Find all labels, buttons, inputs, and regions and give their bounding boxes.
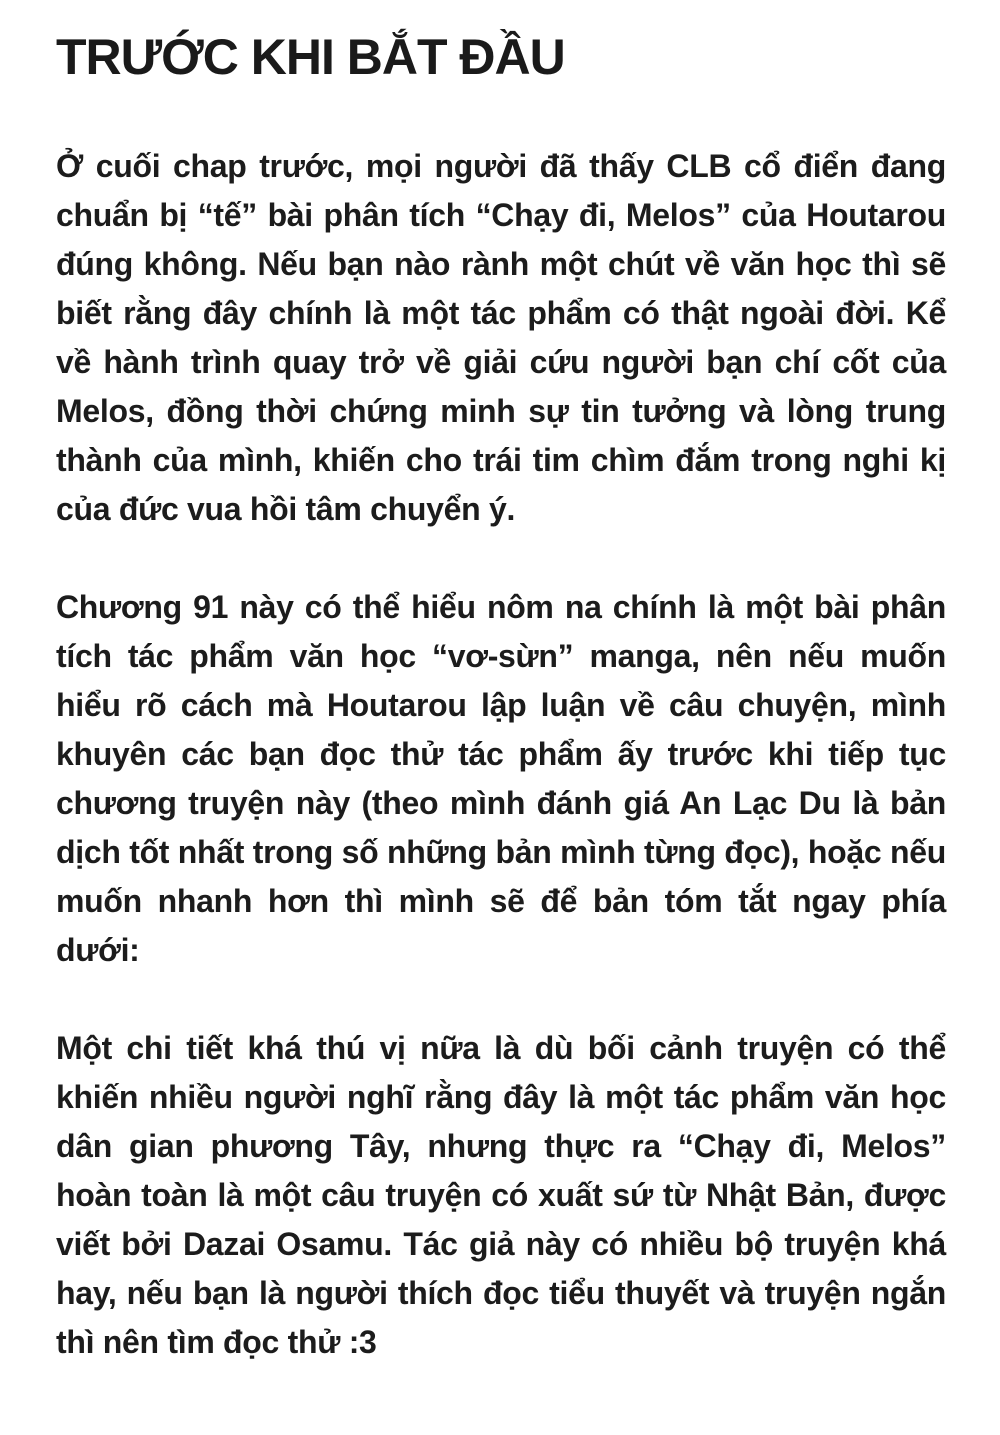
paragraph-trivia: Một chi tiết khá thú vị nữa là dù bối cảnh truyện có thể khiến nhiều người nghĩ rằng đây là một tác phẩm văn học dân gian phương Tây, nhưng thực ra “Chạy đi, Melos” hoàn toàn là một câu truyện có xuất sứ từ Nhật Bản, được viết bởi Dazai Osamu. Tác giả này có nhiều bộ truyện khá hay, nếu bạn là người thích đọc tiểu thuyết và truyện ngắn thì nên tìm đọc thử :3 xyxy=(56,1030,946,1360)
page-title: TRƯỚC KHI BẮT ĐẦU xyxy=(56,29,565,85)
body-text xyxy=(56,142,946,1367)
paragraph-intro: Ở cuối chap trước, mọi người đã thấy CLB cổ điển đang chuẩn bị “tế” bài phân tích “Chạy đi, Melos” của Houtarou đúng không. Nếu bạn nào rành một chút về văn học thì sẽ biết rằng đây chính là một tác phẩm có thật ngoài đời. Kể về hành trình quay trở về giải cứu người bạn chí cốt của Melos, đồng thời chứng minh sự tin tưởng và lòng trung thành của mình, khiến cho trái tim chìm đắm trong nghi kị của đức vua hồi tâm chuyển ý. xyxy=(56,148,946,527)
paragraph-chapter-note: Chương 91 này có thể hiểu nôm na chính là một bài phân tích tác phẩm văn học “vơ-sừn” manga, nên nếu muốn hiểu rõ cách mà Houtarou lập luận về câu chuyện, mình khuyên các bạn đọc thử tác phẩm ấy trước khi tiếp tục chương truyện này (theo mình đánh giá An Lạc Du là bản dịch tốt nhất trong số những bản mình từng đọc), hoặc nếu muốn nhanh hơn thì mình sẽ để bản tóm tắt ngay phía dưới: xyxy=(56,589,946,968)
